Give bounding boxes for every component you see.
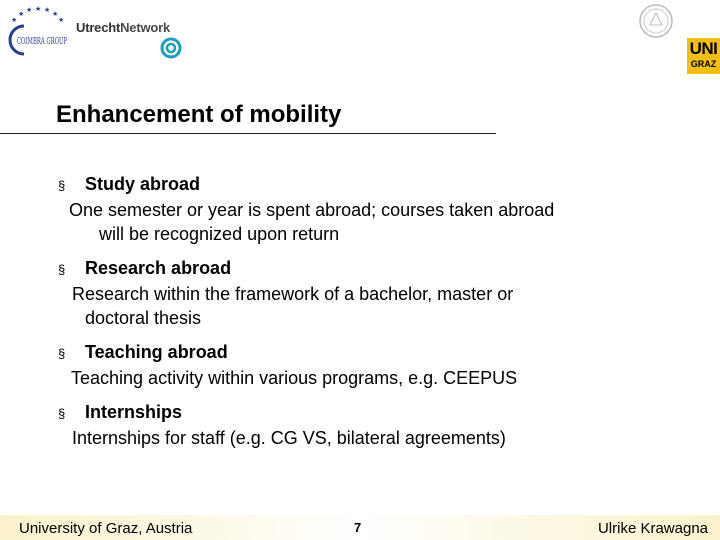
bullet-study-abroad	[58, 172, 658, 246]
coimbra-group-logo	[4, 4, 68, 62]
university-seal-icon	[638, 3, 674, 39]
bullet-text-line: One semester or year is spent abroad; courses taken abroad	[69, 200, 555, 220]
uni-graz-logo-line1: UNI	[689, 39, 718, 58]
bullet-heading: Teaching abroad	[85, 342, 228, 362]
bullet-text-line: Internships for staff (e.g. CG VS, bilateral agreements)	[72, 428, 506, 448]
svg-text:★: ★	[26, 6, 33, 14]
bullet-text-line: will be recognized upon return	[99, 224, 340, 244]
bullet-internships	[58, 400, 658, 450]
bullet-heading: Study abroad	[85, 174, 201, 194]
svg-text:★: ★	[35, 5, 42, 13]
bullet-marker: §	[58, 262, 66, 277]
bullet-research-abroad	[58, 256, 658, 330]
bullet-text-line: doctoral thesis	[85, 308, 202, 328]
page-number: 7	[354, 520, 362, 535]
bullet-marker: §	[58, 406, 66, 421]
bullet-text-line: Teaching activity within various programs, e.g. CEEPUS	[71, 368, 518, 388]
bullet-marker: §	[58, 178, 66, 193]
slide-title: Enhancement of mobility	[56, 101, 342, 128]
utrecht-network-logo	[76, 20, 170, 35]
title-underline	[0, 133, 496, 134]
uni-graz-logo	[687, 38, 720, 74]
bullet-text-line: Research within the framework of a bachelor, master or	[72, 284, 514, 304]
bullet-heading: Internships	[85, 402, 183, 422]
svg-text:★: ★	[11, 16, 18, 24]
bullet-teaching-abroad	[58, 340, 658, 390]
utrecht-target-icon	[160, 37, 182, 59]
coimbra-wordmark: COIMBRA GROUP	[17, 37, 67, 47]
star-ring-icon	[11, 5, 64, 24]
bullet-heading: Research abroad	[85, 258, 232, 278]
utrecht-name-part2: Network	[120, 20, 170, 35]
svg-text:★: ★	[58, 16, 65, 24]
svg-text:★: ★	[44, 6, 51, 14]
footer-author: Ulrike Krawagna	[597, 520, 708, 537]
uni-graz-logo-line2: GRAZ	[690, 59, 717, 69]
svg-text:★: ★	[52, 10, 59, 18]
svg-text:★: ★	[18, 10, 25, 18]
bullet-marker: §	[58, 346, 66, 361]
footer-institution: University of Graz, Austria	[19, 520, 193, 537]
utrecht-name-part1: Utrecht	[76, 20, 121, 35]
